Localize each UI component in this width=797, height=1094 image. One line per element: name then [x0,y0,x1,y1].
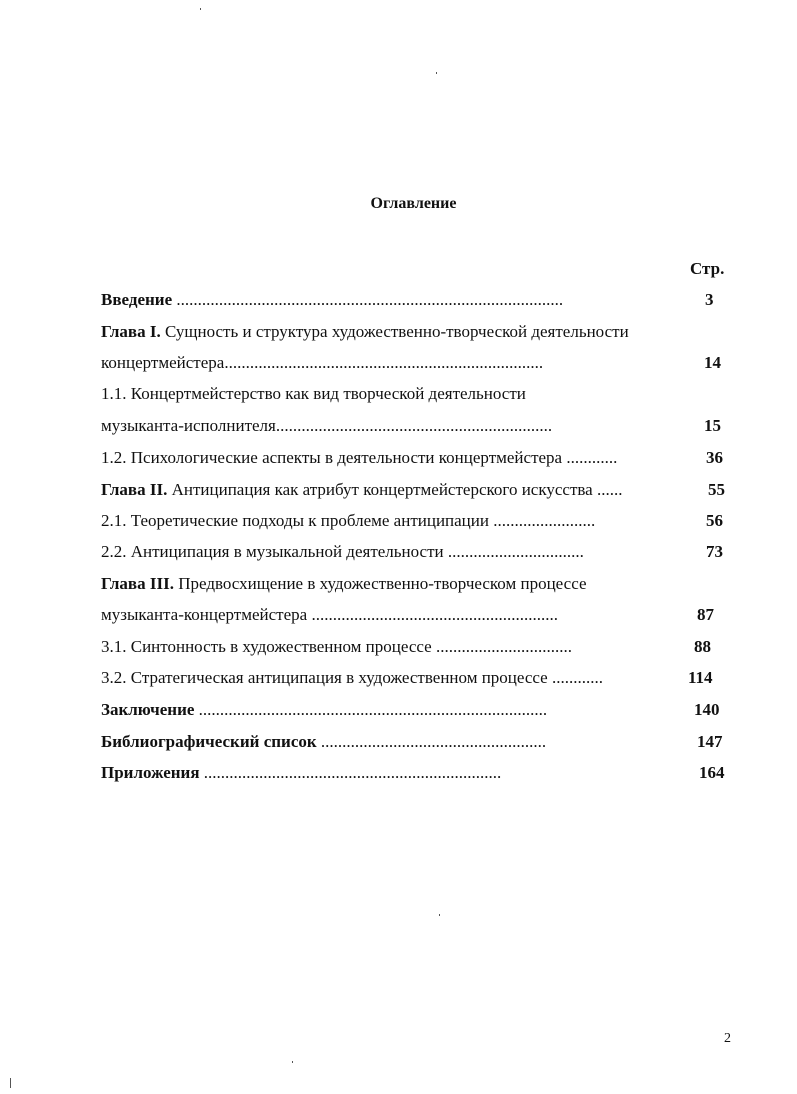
entry-leader: ................................ [443,542,584,561]
toc-entry [101,763,501,783]
toc-entry [101,322,629,342]
toc-entry [101,605,558,625]
entry-heading: Введение [101,290,173,309]
entry-text: Предвосхищение в художественно-творческом процессе [173,574,587,593]
toc-entry [101,384,526,404]
entry-page-number: 3 [705,290,714,309]
toc-entry [101,637,572,657]
entry-text: 2.2. Антиципация в музыкальной деятельности [101,542,444,561]
entry-heading: Глава II. [101,480,168,499]
entry-leader: ........................ [488,511,596,530]
entry-leader: .......................................................... [307,605,558,624]
entry-leader: .................................................................................. [194,700,548,719]
page-column-header: Стр. [690,259,725,278]
entry-text: 3.1. Синтонность в художественном процессе [101,637,432,656]
entry-leader: ................................ [431,637,572,656]
toc-entry [101,448,617,468]
scan-speck [292,1061,293,1063]
entry-leader: ..................................................... [316,732,547,751]
toc-entry [101,574,587,594]
toc-entry [101,732,546,752]
toc-entry [101,480,622,500]
entry-text: Сущность и структура художественно-творческой деятельности [160,322,629,341]
entry-text: 1.2. Психологические аспекты в деятельности концертмейстера [101,448,563,467]
scan-speck [10,1078,11,1088]
entry-text: Антиципация как атрибут концертмейстерского искусства [167,480,593,499]
page-title: Оглавление [370,195,457,212]
entry-page-number: 114 [688,668,713,687]
entry-leader: ............ [547,668,603,687]
entry-page-number: 56 [706,511,723,530]
entry-heading: Заключение [101,700,195,719]
entry-heading: Глава III. [101,574,174,593]
entry-text: музыканта-концертмейстера [101,605,308,624]
entry-page-number: 15 [704,416,721,435]
toc-entry [101,668,603,688]
entry-text: 2.1. Теоретические подходы к проблеме антиципации [101,511,489,530]
toc-entry [101,416,552,436]
entry-page-number: 147 [697,732,723,751]
entry-leader: ............ [562,448,618,467]
entry-leader: ........................................................................... [224,353,544,372]
scan-speck [200,8,201,10]
toc-entry [101,700,547,720]
entry-leader: ................................................................. [275,416,553,435]
toc-entry [101,353,543,373]
toc-entry [101,511,595,531]
entry-page-number: 88 [694,637,711,656]
entry-text: концертмейстера [101,353,225,372]
entry-page-number: 36 [706,448,723,467]
entry-heading: Библиографический список [101,732,317,751]
scan-speck [436,72,437,74]
entry-page-number: 55 [708,480,725,499]
entry-text: 1.1. Концертмейстерство как вид творческой деятельности [101,384,526,403]
toc-entry [101,290,563,310]
entry-leader: ...................................................................... [199,763,502,782]
entry-leader: ...... [592,480,623,499]
entry-heading: Глава I. [101,322,161,341]
entry-page-number: 73 [706,542,723,561]
entry-page-number: 14 [704,353,721,372]
toc-entry [101,542,584,562]
entry-heading: Приложения [101,763,200,782]
entry-page-number: 164 [699,763,725,782]
page-number: 2 [724,1031,731,1046]
scan-speck [439,914,440,916]
entry-page-number: 87 [697,605,714,624]
entry-page-number: 140 [694,700,720,719]
entry-text: 3.2. Стратегическая антиципация в художественном процессе [101,668,548,687]
entry-leader: ........................................................................................... [172,290,564,309]
entry-text: музыканта-исполнителя [101,416,276,435]
